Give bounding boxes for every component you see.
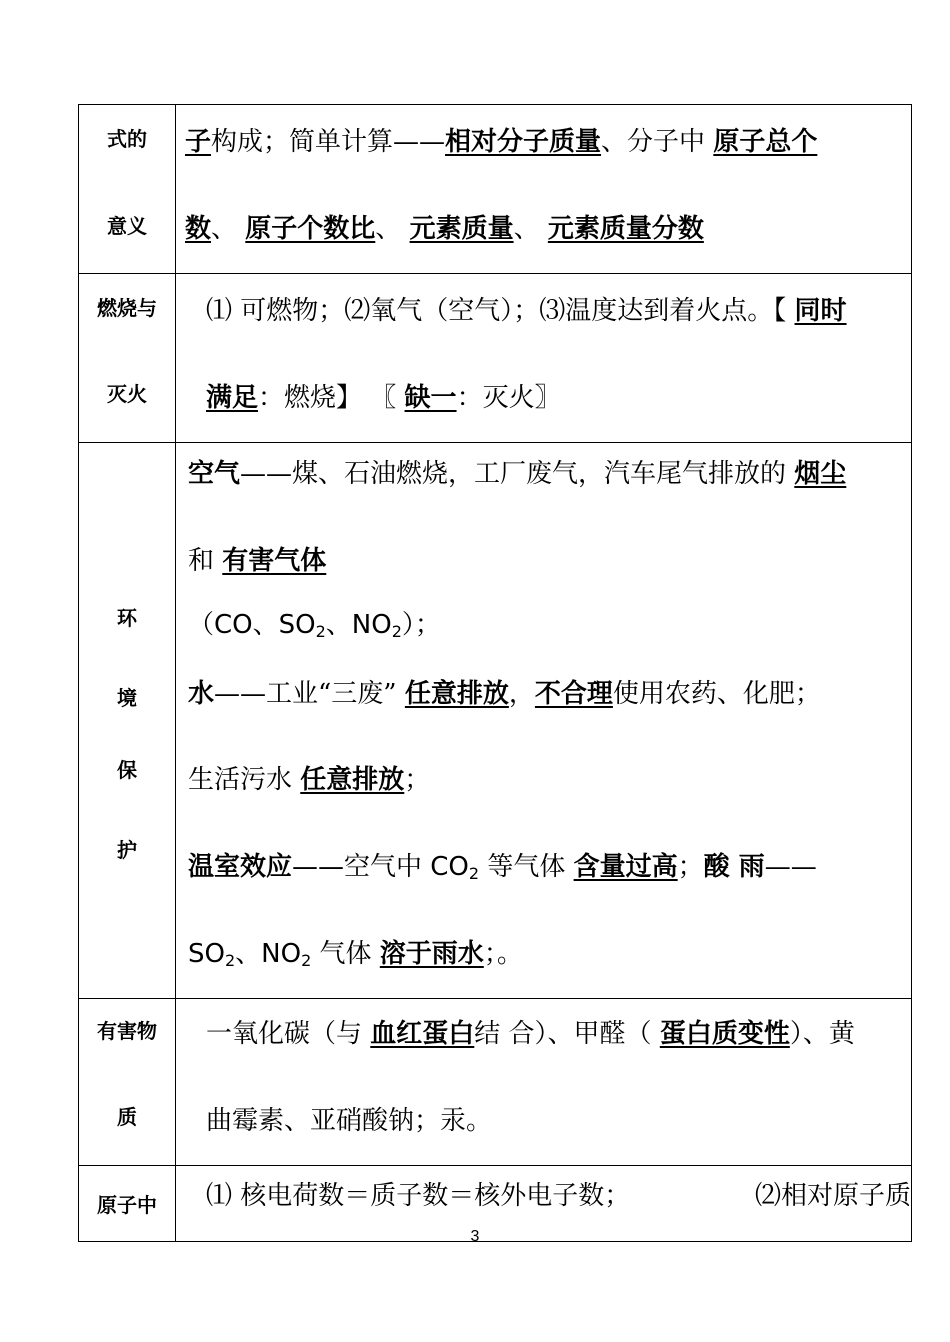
keyword: 数: [185, 214, 212, 244]
text-line: [188, 518, 911, 605]
text: ，: [508, 679, 535, 709]
heading: 空气: [188, 459, 241, 489]
row-content: [176, 105, 912, 274]
row-label: [79, 274, 176, 443]
subscript: 2: [468, 864, 480, 883]
table-row: [79, 999, 912, 1166]
text: ：燃烧】 〖: [258, 383, 405, 413]
text: ——工业“三废”: [214, 679, 405, 709]
text: 、分子中: [601, 127, 714, 157]
row-label: [79, 105, 176, 274]
subscript: 2: [391, 622, 402, 641]
text: 曲霉素、亚硝酸钠；汞。: [206, 1106, 493, 1136]
text: （CO、SO: [188, 610, 316, 640]
keyword: 同时: [794, 296, 847, 326]
row-label-line: 原子中: [97, 1193, 157, 1217]
text: 生活污水: [188, 765, 301, 795]
keyword: 相对分子质量: [445, 127, 602, 157]
keyword: 蛋白质变性: [659, 1019, 790, 1049]
row-label-char: 环: [117, 606, 137, 630]
text: 、: [211, 214, 246, 244]
row-label-vertical: [79, 443, 175, 890]
text: 一氧化碳（与: [206, 1019, 371, 1049]
keyword: 原子个数比: [245, 214, 376, 244]
text: ——空气中 CO: [292, 852, 469, 882]
text-line: [188, 593, 911, 657]
row-label-char: 境: [117, 686, 137, 710]
keyword: 元素质量分数: [547, 214, 704, 244]
keyword: 有害气体: [222, 546, 327, 576]
row-label-line: 有害物: [97, 1019, 157, 1043]
heading: 酸 雨: [703, 852, 765, 882]
text: ——: [764, 852, 817, 882]
page-number: 3: [470, 1228, 480, 1245]
keyword: 含量过高: [573, 852, 678, 882]
text: ）、黄: [789, 1019, 855, 1049]
heading: 温室效应: [188, 852, 293, 882]
row-label-line: 质: [117, 1105, 137, 1129]
subscript: 2: [301, 951, 312, 970]
keyword: 烟尘: [794, 459, 847, 489]
row-label: [79, 443, 176, 999]
text: 、: [375, 214, 410, 244]
text-line: [206, 1166, 911, 1226]
keyword: 溶于雨水: [379, 939, 484, 969]
text-line: [188, 824, 911, 911]
table-row: [79, 274, 912, 443]
text: ⑵相对原子质: [754, 1181, 911, 1211]
keyword: 任意排放: [300, 765, 405, 795]
table-row: [79, 105, 912, 274]
text-line: [206, 268, 911, 355]
text: ⑴ 可燃物；⑵氧气（空气）；⑶温度达到着火点。【: [206, 296, 795, 326]
row-content: [176, 274, 912, 443]
row-label-line: 燃烧与: [97, 296, 157, 320]
text: ——煤、石油燃烧，工厂废气，汽车尾气排放的: [240, 459, 795, 489]
text: SO: [188, 939, 225, 969]
summary-table: [78, 104, 912, 1242]
text-line: [206, 991, 911, 1078]
text-line: [206, 355, 911, 442]
text: 气体: [311, 939, 380, 969]
keyword: 原子总个: [713, 127, 818, 157]
text-line: [185, 99, 911, 186]
text: 构成；简单计算——: [211, 127, 446, 157]
text-line: [206, 1078, 911, 1165]
keyword: 子: [185, 127, 212, 157]
text-line: [185, 186, 911, 273]
text-line: [188, 911, 911, 998]
text-line: [188, 651, 911, 737]
text: 、: [513, 214, 548, 244]
text: 、NO: [325, 610, 392, 640]
keyword: 血红蛋白: [370, 1019, 475, 1049]
text: ；: [677, 852, 704, 882]
text: 和: [188, 546, 223, 576]
keyword: 元素质量: [409, 214, 514, 244]
row-label-char: 保: [117, 758, 137, 782]
text: 、NO: [235, 939, 302, 969]
row-label-line: 意义: [107, 214, 147, 238]
row-content: [176, 443, 912, 999]
text: ）；: [401, 610, 441, 640]
keyword: 缺一: [404, 383, 457, 413]
row-label-line: 式的: [107, 127, 147, 151]
table-row: [79, 443, 912, 999]
row-content: [176, 999, 912, 1166]
text: ⑴ 核电荷数＝质子数＝核外电子数；: [206, 1181, 631, 1211]
text: 结 合）、甲醛（: [474, 1019, 660, 1049]
keyword: 满足: [206, 383, 259, 413]
row-label-line: 灭火: [107, 382, 147, 406]
text: 等气体: [479, 852, 574, 882]
row-label-char: 护: [117, 838, 137, 862]
subscript: 2: [224, 951, 236, 970]
text: 使用农药、化肥；: [612, 679, 821, 709]
text: ；: [404, 765, 431, 795]
keyword: 不合理: [534, 679, 613, 709]
text: ；。: [483, 939, 523, 969]
text-line: [188, 737, 911, 824]
subscript: 2: [315, 622, 326, 641]
text: ：灭火〗: [456, 383, 561, 413]
row-label: [79, 999, 176, 1166]
text-line: [188, 431, 911, 518]
heading: 水: [188, 679, 215, 709]
keyword: 任意排放: [404, 679, 509, 709]
